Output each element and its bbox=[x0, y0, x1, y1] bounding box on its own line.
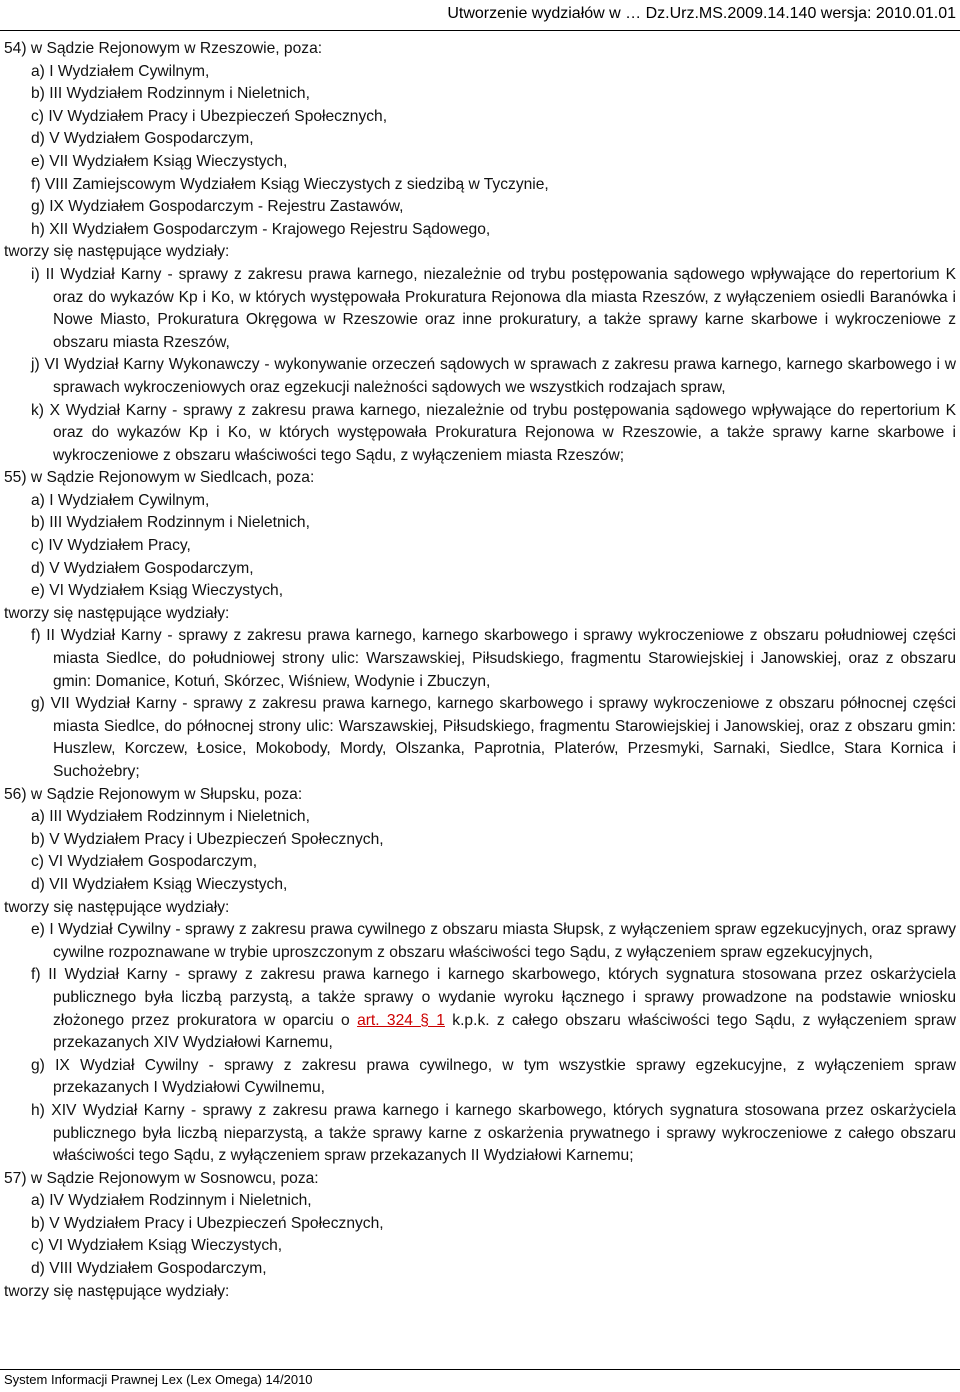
list-item: d) V Wydziałem Gospodarczym, bbox=[31, 130, 254, 148]
paragraph-item: h) XIV Wydział Karny - sprawy z zakresu prawa karnego i karnego skarbowego, których sygnatura stosowana przez oskarżyciela publicznego była liczbą nieparzystą, a także sprawy karne z oskarżenia prywatnego i sprawy wykroczeniowe z całego obszaru właściwości tego Sądu, z wyłączeniem spraw przekazanych II Wydziałowi Karnemu; bbox=[31, 1101, 956, 1165]
document-header-title: Utworzenie wydziałów w … Dz.Urz.MS.2009.14.140 wersja: 2010.01.01 bbox=[447, 5, 956, 22]
section-55-heading: 55) w Sądzie Rejonowym w Siedlcach, poza: bbox=[4, 469, 315, 487]
paragraph-item: k) X Wydział Karny - sprawy z zakresu prawa karnego, niezależnie od trybu postępowania sądowego wpływające do repertorium K oraz do wykazów Kp i Ko, w których występowała Prokuratura Rejonowa w Rzeszowie, a także sprawy karne skarbowe i wykroczeniowe z obszaru właściwości tego Sądu, z wyłączeniem miasta Rzeszów; bbox=[31, 401, 956, 464]
list-item: d) VII Wydziałem Ksiąg Wieczystych, bbox=[31, 875, 288, 893]
paragraph-item-with-link bbox=[4, 964, 956, 1054]
list-item: d) V Wydziałem Gospodarczym, bbox=[31, 559, 254, 577]
list-item: c) IV Wydziałem Pracy i Ubezpieczeń Społecznych, bbox=[31, 107, 388, 125]
footer-source-text: System Informacji Prawnej Lex (Lex Omega) 14/2010 bbox=[4, 1372, 313, 1387]
list-item: a) I Wydziałem Cywilnym, bbox=[31, 491, 210, 509]
list-item: c) IV Wydziałem Pracy, bbox=[31, 537, 191, 555]
section-57-heading: 57) w Sądzie Rejonowym w Sosnowcu, poza: bbox=[4, 1169, 319, 1187]
list-item: h) XII Wydziałem Gospodarczym - Krajowego Rejestru Sądowego, bbox=[31, 220, 491, 238]
list-item: b) III Wydziałem Rodzinnym i Nieletnich, bbox=[31, 85, 310, 103]
section-54-created-label: tworzy się następujące wydziały: bbox=[4, 243, 230, 261]
list-item: g) IX Wydziałem Gospodarczym - Rejestru Zastawów, bbox=[31, 198, 404, 216]
paragraph-item: e) I Wydział Cywilny - sprawy z zakresu prawa cywilnego z obszaru miasta Słupsk, z wyłączeniem spraw egzekucyjnych, oraz sprawy cywilne rozpoznawane w trybie uproszczonym z obszaru właściwości tego Sądu, z wyłączeniem spraw egzekucyjnych, bbox=[31, 921, 956, 961]
list-item: c) VI Wydziałem Gospodarczym, bbox=[31, 853, 258, 871]
list-item: e) VI Wydziałem Ksiąg Wieczystych, bbox=[31, 582, 284, 600]
document-body bbox=[4, 38, 956, 1303]
page-footer bbox=[0, 1369, 960, 1392]
list-item: b) III Wydziałem Rodzinnym i Nieletnich, bbox=[31, 514, 310, 532]
list-item: a) III Wydziałem Rodzinnym i Nieletnich, bbox=[31, 808, 310, 826]
list-item: c) VI Wydziałem Ksiąg Wieczystych, bbox=[31, 1237, 283, 1255]
section-56-created-label: tworzy się następujące wydziały: bbox=[4, 898, 230, 916]
section-56-heading: 56) w Sądzie Rejonowym w Słupsku, poza: bbox=[4, 785, 303, 803]
section-57-created-label: tworzy się następujące wydziały: bbox=[4, 1282, 230, 1300]
paragraph-text: k.p.k. z całego obszaru właściwości tego Sądu, z wyłączeniem spraw przekazanych XIV Wydziałowi Karnemu, bbox=[53, 1011, 957, 1052]
list-item: b) V Wydziałem Pracy i Ubezpieczeń Społecznych, bbox=[31, 830, 384, 848]
paragraph-item: g) VII Wydział Karny - sprawy z zakresu prawa karnego, karnego skarbowego i sprawy wykroczeniowe z obszaru północnej części miasta Siedlce, do północnej strony ulic: Warszawskiej, Piłsudskiego, fragmentu Starowiejskiej i Janowskiej, oraz z obszaru gmin: Huszlew, Korczew, Łosice, Mokobody, Mordy, Olszanka, Paprotnia, Platerów, Przesmyki, Sarnaki, Siedlce, Stara Kornica i Suchożebry; bbox=[31, 695, 956, 780]
page-header bbox=[0, 4, 960, 31]
list-item: e) VII Wydziałem Ksiąg Wieczystych, bbox=[31, 152, 288, 170]
list-item: a) I Wydziałem Cywilnym, bbox=[31, 62, 210, 80]
paragraph-item: j) VI Wydział Karny Wykonawczy - wykonywanie orzeczeń sądowych w sprawach z zakresu prawa karnego, karnego skarbowego i w sprawach wykroczeniowych oraz egzekucji należności sądowych we wszystkich rodzajach spraw, bbox=[31, 356, 956, 396]
paragraph-item: f) II Wydział Karny - sprawy z zakresu prawa karnego, karnego skarbowego i sprawy wykroczeniowe z obszaru południowej części miasta Siedlce, do południowej strony ulic: Warszawskiej, Piłsudskiego, fragmentu Starowiejskiej i Janowskiej, oraz z obszaru gmin: Domanice, Kotuń, Skórzec, Wiśniew, Wodynie i Zbuczyn, bbox=[31, 627, 956, 690]
section-55-created-label: tworzy się następujące wydziały: bbox=[4, 604, 230, 622]
paragraph-text: f) II Wydział Karny - sprawy z zakresu prawa karnego i karnego skarbowego, których sygnatura stosowana przez oskarżyciela publicznego była liczbą parzystą, a także sprawy o wydanie wyroku łącznego i sprawy prowadzone na podstawie wniosku złożonego przez prokuratora w oparciu o bbox=[31, 966, 956, 1029]
list-item: a) IV Wydziałem Rodzinnym i Nieletnich, bbox=[31, 1192, 312, 1210]
list-item: f) VIII Zamiejscowym Wydziałem Ksiąg Wieczystych z siedzibą w Tyczynie, bbox=[31, 175, 549, 193]
section-54-heading: 54) w Sądzie Rejonowym w Rzeszowie, poza: bbox=[4, 40, 323, 57]
paragraph-item: g) IX Wydział Cywilny - sprawy z zakresu prawa cywilnego, w tym wszystkie sprawy egzekucyjne, z wyłączeniem spraw przekazanych I Wydziałowi Cywilnemu, bbox=[31, 1056, 956, 1097]
list-item: d) VIII Wydziałem Gospodarczym, bbox=[31, 1260, 267, 1278]
article-link[interactable]: art. 324 § 1 bbox=[357, 1011, 445, 1029]
list-item: b) V Wydziałem Pracy i Ubezpieczeń Społecznych, bbox=[31, 1214, 384, 1232]
paragraph-item: i) II Wydział Karny - sprawy z zakresu prawa karnego, niezależnie od trybu postępowania sądowego wpływające do repertorium K oraz do wykazów Kp i Ko, w których występowała Prokuratura Rejonowa dla miasta Rzeszów, z wyłączeniem osiedli Baranówka i Nowe Miasto, Prokuratura Okręgowa w Rzeszowie oraz inne prokuratury, a także sprawy karne skarbowe i wykroczeniowe z obszaru miasta Rzeszów, bbox=[31, 265, 956, 351]
